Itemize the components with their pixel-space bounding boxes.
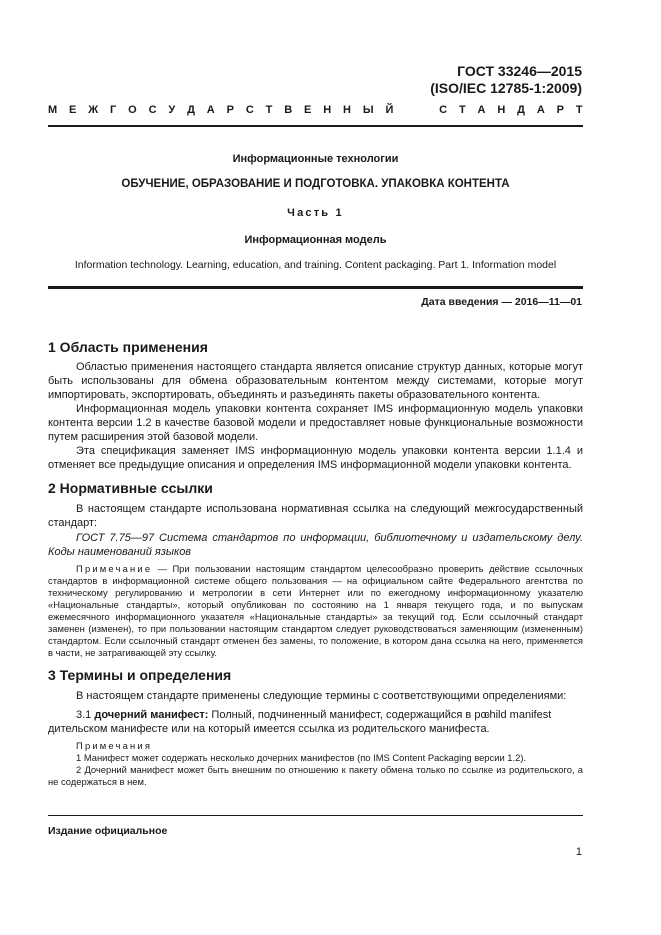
section-1-paragraph: Информационная модель упаковки контента сохраняет IMS информационную модель упаковки контента версии 1.2 в качестве базовой модели и предоставляет новые функциональные возможности путем расширения этой базовой модели.	[48, 403, 583, 443]
section-1-paragraph: Эта спецификация заменяет IMS информационную модель упаковки контента версии 1.1.4 и отменяет все предыдущие описания и определения IMS информационной модели упаковки контента.	[48, 445, 583, 471]
section-3	[48, 667, 583, 703]
section-2-paragraph: В настоящем стандарте использована нормативная ссылка на следующий межгосударственный стандарт:	[48, 503, 583, 529]
banner-letter: Н	[323, 104, 332, 116]
introduction-date: Дата введения — 2016—11—01	[421, 296, 582, 308]
term-definition-text: дительском манифесте или на который имеется ссылка из родительского манифеста.	[48, 723, 490, 735]
section-1-paragraph: Областью применения настоящего стандарта является описание структур данных, которые могут быть использованы для обмена образовательным контентом между системами, которые могут импортировать, экспортировать, объединять и разъединять пакеты образовательного контента.	[48, 361, 583, 401]
banner-letter: Й	[385, 104, 394, 116]
section-3-paragraph: В настоящем стандарте применены следующие термины с соответствующими определениями:	[76, 690, 567, 702]
title-field: Информационные технологии	[232, 153, 399, 165]
title-english: Information technology. Learning, education, and training. Content packaging. Part 1. Information model	[74, 259, 557, 271]
banner-letter: Р	[556, 104, 565, 116]
banner-letter: А	[206, 104, 215, 116]
term: дочерний манифест:	[94, 709, 209, 721]
notes-label: Примечания	[76, 740, 153, 751]
banner-letter: С	[439, 104, 448, 116]
banner-gap	[405, 104, 427, 116]
banner-letter: У	[168, 104, 176, 116]
standard-code: ГОСТ 33246—2015	[457, 63, 582, 79]
title-subtitle: Информационная модель	[244, 234, 387, 246]
term-definition	[48, 708, 491, 736]
section-2	[48, 480, 583, 659]
interstate-standard-banner	[48, 104, 583, 116]
section-1	[48, 339, 583, 472]
note-label: Примечание	[76, 563, 153, 574]
term-number: 3.1	[76, 709, 95, 721]
footer-rule	[48, 815, 583, 816]
banner-letter: Н	[497, 104, 506, 116]
header-rule	[48, 125, 583, 127]
banner-letter: Е	[304, 104, 312, 116]
normative-reference: ГОСТ 7.75—97 Система стандартов по информации, библиотечному и издательскому делу. Коды наименований языков	[48, 532, 583, 558]
banner-letter: Ж	[88, 104, 99, 116]
banner-letter: С	[148, 104, 157, 116]
note-text: — При пользовании настоящим стандартом целесообразно проверить действие ссылочных стандартов в информационной системе общего пользования — на официальном сайте Федерального агентства по техническому регулированию и метрологии в сети Интернет или по ежегодному информационному указателю «Национальные стандарты», который опубликован по состоянию на 1 января текущего года, и по выпускам ежемесячного информационного указателя «Национальные стандарты» за текущий год. Если ссылочный стандарт заменен (изменен), то при пользовании настоящим стандартом следует руководствоваться заменяющим (измененным) стандартом. Если ссылочный стандарт отменен без замены, то положение, в котором дана ссылка на него, применяется в части, не затрагивающей эту ссылку.	[48, 563, 583, 658]
banner-letter: Т	[458, 104, 466, 116]
banner-letter: А	[477, 104, 486, 116]
section-3-notes	[48, 740, 583, 788]
banner-letter: Т	[265, 104, 273, 116]
section-2-heading: 2 Нормативные ссылки	[48, 480, 213, 496]
banner-letter: А	[536, 104, 545, 116]
section-1-heading: 1 Область применения	[48, 339, 208, 355]
banner-letter: Е	[69, 104, 77, 116]
page-number: 1	[575, 846, 582, 858]
banner-letter: В	[284, 104, 293, 116]
banner-letter: О	[128, 104, 137, 116]
term-english: child manifest	[484, 709, 552, 721]
banner-letter: Г	[110, 104, 117, 116]
banner-letter: Д	[187, 104, 195, 116]
title-part: Часть 1	[287, 207, 344, 219]
banner-letter: Т	[575, 104, 583, 116]
banner-letter: М	[48, 104, 58, 116]
banner-letter: Д	[517, 104, 525, 116]
section-2-note	[48, 563, 583, 659]
iso-code: (ISO/IEC 12785-1:2009)	[430, 80, 582, 96]
banner-letter: Ы	[362, 104, 374, 116]
title-rule	[48, 286, 583, 289]
official-edition: Издание официальное	[48, 825, 168, 837]
note-item: 1 Манифест может содержать несколько дочерних манифестов (по IMS Content Packaging версии 1.2).	[76, 752, 527, 763]
section-3-heading: 3 Термины и определения	[48, 667, 232, 683]
term-definition-text: Полный, подчиненный манифест, содержащийся в ро-	[208, 709, 491, 721]
banner-letter: Н	[343, 104, 351, 116]
banner-letter: Р	[226, 104, 234, 116]
title-main: ОБУЧЕНИЕ, ОБРАЗОВАНИЕ И ПОДГОТОВКА. УПАКОВКА КОНТЕНТА	[121, 178, 510, 190]
banner-letter: С	[245, 104, 254, 116]
note-item: 2 Дочерний манифест может быть внешним по отношению к пакету обмена только по ссылке из родительского, а не содержаться в нем.	[48, 764, 583, 787]
